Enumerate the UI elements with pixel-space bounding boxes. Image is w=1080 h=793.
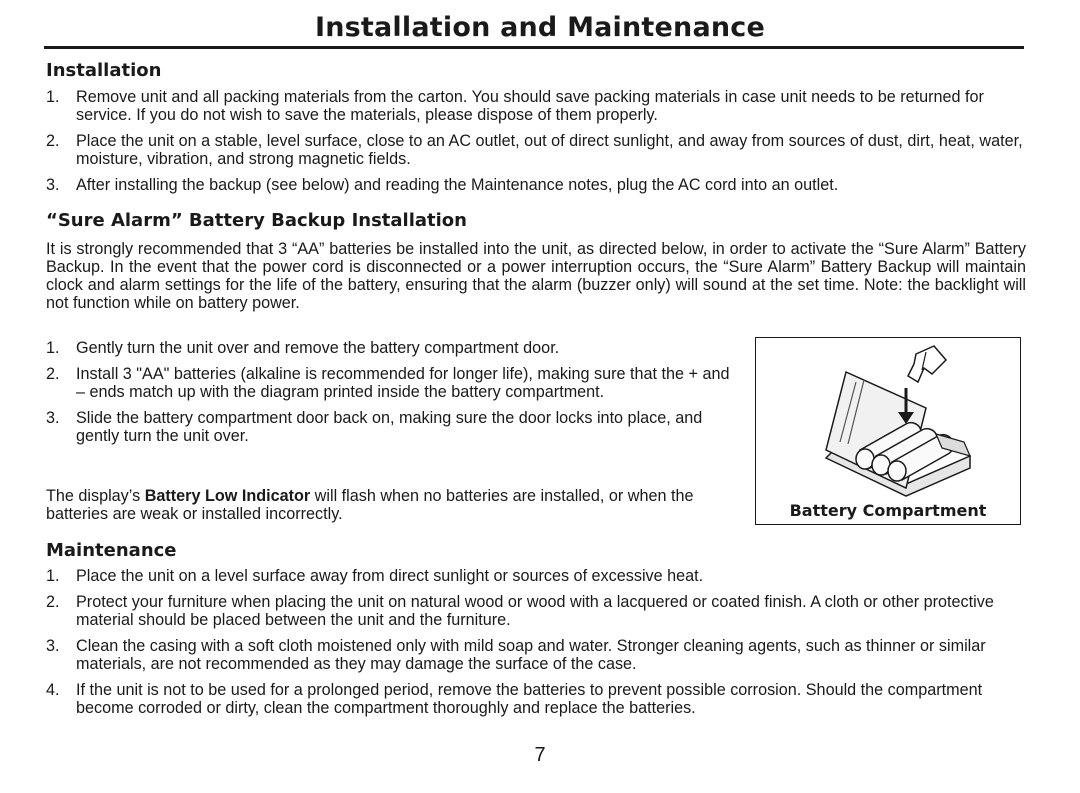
item-text: Protect your furniture when placing the unit on natural wood or wood with a lacquered or coated finish. A cloth or other protective material should be placed between the unit and the furniture. bbox=[76, 593, 994, 629]
item-number: 1. bbox=[46, 88, 60, 106]
battery-step-2 bbox=[46, 365, 736, 401]
installation-item-2 bbox=[46, 132, 1026, 168]
item-number: 1. bbox=[46, 339, 60, 357]
item-text: After installing the backup (see below) and reading the Maintenance notes, plug the AC cord into an outlet. bbox=[76, 176, 839, 194]
item-number: 2. bbox=[46, 365, 60, 383]
item-number: 2. bbox=[46, 132, 60, 150]
figure-caption: Battery Compartment bbox=[789, 501, 987, 520]
item-text: Place the unit on a level surface away from direct sunlight or sources of excessive heat. bbox=[76, 567, 704, 585]
item-text: If the unit is not to be used for a prolonged period, remove the batteries to prevent possible corrosion. Should the compartment become corroded or dirty, clean the compartment thoroughly and replace the batteries. bbox=[76, 681, 983, 717]
title-rule bbox=[44, 46, 1024, 49]
battery-install-list bbox=[46, 339, 736, 453]
installation-item-1 bbox=[46, 88, 1026, 124]
item-text: Install 3 "AA" batteries (alkaline is recommended for longer life), making sure that the + and – ends match up with the diagram printed inside the battery compartment. bbox=[76, 365, 730, 401]
item-number: 3. bbox=[46, 176, 60, 194]
maintenance-list bbox=[46, 567, 1026, 725]
battery-low-indicator-note bbox=[46, 487, 736, 523]
item-text: Gently turn the unit over and remove the battery compartment door. bbox=[76, 339, 560, 357]
item-number: 4. bbox=[46, 681, 60, 699]
note-text-pre: The display’s bbox=[46, 487, 145, 505]
item-text: Remove unit and all packing materials from the carton. You should save packing materials in case unit needs to be returned for service. If you do not wish to save the materials, please dispose of them properly. bbox=[76, 88, 984, 124]
item-text: Clean the casing with a soft cloth moistened only with mild soap and water. Stronger cleaning agents, such as thinner or similar materials, are not recommended as they may damage the surface of the case. bbox=[76, 637, 986, 673]
battery-backup-heading: “Sure Alarm” Battery Backup Installation bbox=[46, 210, 467, 231]
battery-compartment-illustration-icon bbox=[756, 338, 1020, 498]
maintenance-item-2 bbox=[46, 593, 1026, 629]
battery-step-1 bbox=[46, 339, 736, 357]
item-number: 3. bbox=[46, 637, 60, 655]
item-text: Place the unit on a stable, level surface, close to an AC outlet, out of direct sunlight, and away from sources of dust, dirt, heat, water, moisture, vibration, and strong magnetic fields. bbox=[76, 132, 1023, 168]
battery-low-indicator-term: Battery Low Indicator bbox=[144, 487, 311, 505]
installation-heading: Installation bbox=[46, 60, 162, 81]
installation-list bbox=[46, 88, 1026, 202]
item-number: 3. bbox=[46, 409, 60, 427]
maintenance-heading: Maintenance bbox=[46, 540, 177, 561]
item-text: Slide the battery compartment door back on, making sure the door locks into place, and gently turn the unit over. bbox=[76, 409, 703, 445]
battery-compartment-figure bbox=[755, 337, 1021, 525]
battery-backup-intro: It is strongly recommended that 3 “AA” batteries be installed into the unit, as directed below, in order to activate the “Sure Alarm” Battery Backup. In the event that the power cord is disconnected or a power interruption occurs, the “Sure Alarm” Battery Backup will maintain clock and alarm settings for the life of the battery, ensuring that the alarm (buzzer only) will sound at the set time. Note: the backlight will not function while on battery power. bbox=[46, 240, 1026, 312]
battery-step-3 bbox=[46, 409, 736, 445]
item-number: 1. bbox=[46, 567, 60, 585]
item-number: 2. bbox=[46, 593, 60, 611]
page-number: 7 bbox=[534, 744, 546, 766]
maintenance-item-3 bbox=[46, 637, 1026, 673]
note-text-post: will flash when no batteries are installed, or when the batteries are weak or installed incorrectly. bbox=[46, 487, 694, 523]
installation-item-3 bbox=[46, 176, 1026, 194]
page-title: Installation and Maintenance bbox=[314, 12, 766, 43]
maintenance-item-1 bbox=[46, 567, 1026, 585]
maintenance-item-4 bbox=[46, 681, 1026, 717]
